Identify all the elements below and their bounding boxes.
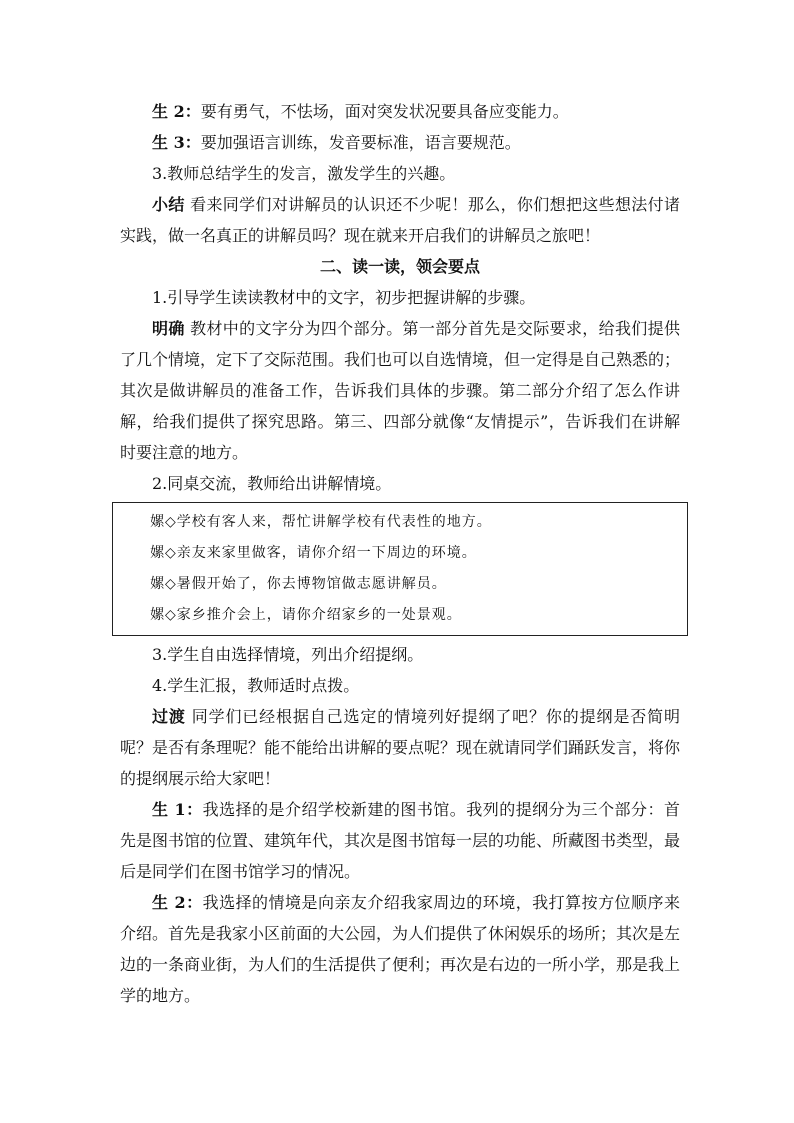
- scenario-item: 嫘◇暑假开始了，你去博物馆做志愿讲解员。: [150, 576, 447, 592]
- speaker-label: 生 2：: [152, 102, 201, 121]
- paragraph-summary: [120, 189, 680, 251]
- paragraph-student-2-report: [120, 887, 680, 1011]
- paragraph-text: 要加强语言训练，发音要标准，语言要规范。: [200, 133, 521, 152]
- paragraph-transition: [120, 701, 680, 794]
- paragraph-step-1: [120, 282, 680, 313]
- speaker-label: 生 3：: [152, 133, 201, 152]
- scenario-item: 嫘◇家乡推介会上，请你介绍家乡的一处景观。: [150, 607, 462, 623]
- paragraph-step-3: [120, 158, 680, 189]
- paragraph-text: 1.引导学生读读教材中的文字，初步把握讲解的步骤。: [152, 288, 536, 307]
- scenario-box: [112, 502, 688, 636]
- paragraph-text: 我选择的情境是向亲友介绍我家周边的环境，我打算按方位顺序来介绍。首先是我家小区前面的大公园，为人们提供了休闲娱乐的场所；其次是左边的一条商业街，为人们的生活提供了便利；再次是右边的一所小学，那是我上学的地方。: [120, 893, 681, 1005]
- transition-label: 过渡: [152, 707, 186, 726]
- speaker-label: 生 2：: [152, 893, 203, 912]
- paragraph-text: 看来同学们对讲解员的认识还不少呢！那么，你们想把这些想法付诸实践，做一名真正的讲解员吗？现在就来开启我们的讲解员之旅吧！: [120, 195, 680, 245]
- scenario-item: 嫘◇学校有客人来，帮忙讲解学校有代表性的地方。: [150, 514, 492, 530]
- scenario-item: 嫘◇亲友来家里做客，请你介绍一下周边的环境。: [150, 545, 477, 561]
- paragraph-text: 我选择的是介绍学校新建的图书馆。我列的提纲分为三个部分：首先是图书馆的位置、建筑年代，其次是图书馆每一层的功能、所藏图书类型，最后是同学们在图书馆学习的情况。: [120, 800, 681, 881]
- paragraph-text: 3.教师总结学生的发言，激发学生的兴趣。: [152, 164, 456, 183]
- paragraph-student-3: [120, 127, 680, 158]
- summary-label: 小结: [152, 195, 185, 214]
- paragraph-step-2: [120, 468, 680, 499]
- paragraph-student-2: [120, 96, 680, 127]
- paragraph-text: 同学们已经根据自己选定的情境列好提纲了吧？你的提纲是否简明呢？是否有条理呢？能不能给出讲解的要点呢？现在就请同学们踊跃发言，将你的提纲展示给大家吧！: [120, 707, 681, 788]
- paragraph-text: 要有勇气，不怯场，面对突发状况要具备应变能力。: [200, 102, 569, 121]
- paragraph-text: 教材中的文字分为四个部分。第一部分首先是交际要求，给我们提供了几个情境，定下了交际范围。我们也可以自选情境，但一定得是自己熟悉的；其次是做讲解员的准备工作，告诉我们具体的步骤。第二部分介绍了怎么作讲解，给我们提供了探究思路。第三、四部分就像“友情提示”，告诉我们在讲解时要注意的地方。: [120, 319, 681, 462]
- paragraph-text: 2.同桌交流，教师给出讲解情境。: [152, 474, 392, 493]
- section-heading: 二、读一读，领会要点: [319, 257, 480, 276]
- paragraph-student-1-report: [120, 794, 680, 887]
- paragraph-clarify: [120, 313, 680, 468]
- document-body: [120, 96, 680, 1011]
- speaker-label: 生 1：: [152, 800, 203, 819]
- paragraph-step-3b: [120, 639, 680, 670]
- paragraph-text: 4.学生汇报，教师适时点拨。: [152, 676, 360, 695]
- clarify-label: 明确: [152, 319, 185, 338]
- paragraph-text: 3.学生自由选择情境，列出介绍提纲。: [152, 645, 424, 664]
- paragraph-step-4: [120, 670, 680, 701]
